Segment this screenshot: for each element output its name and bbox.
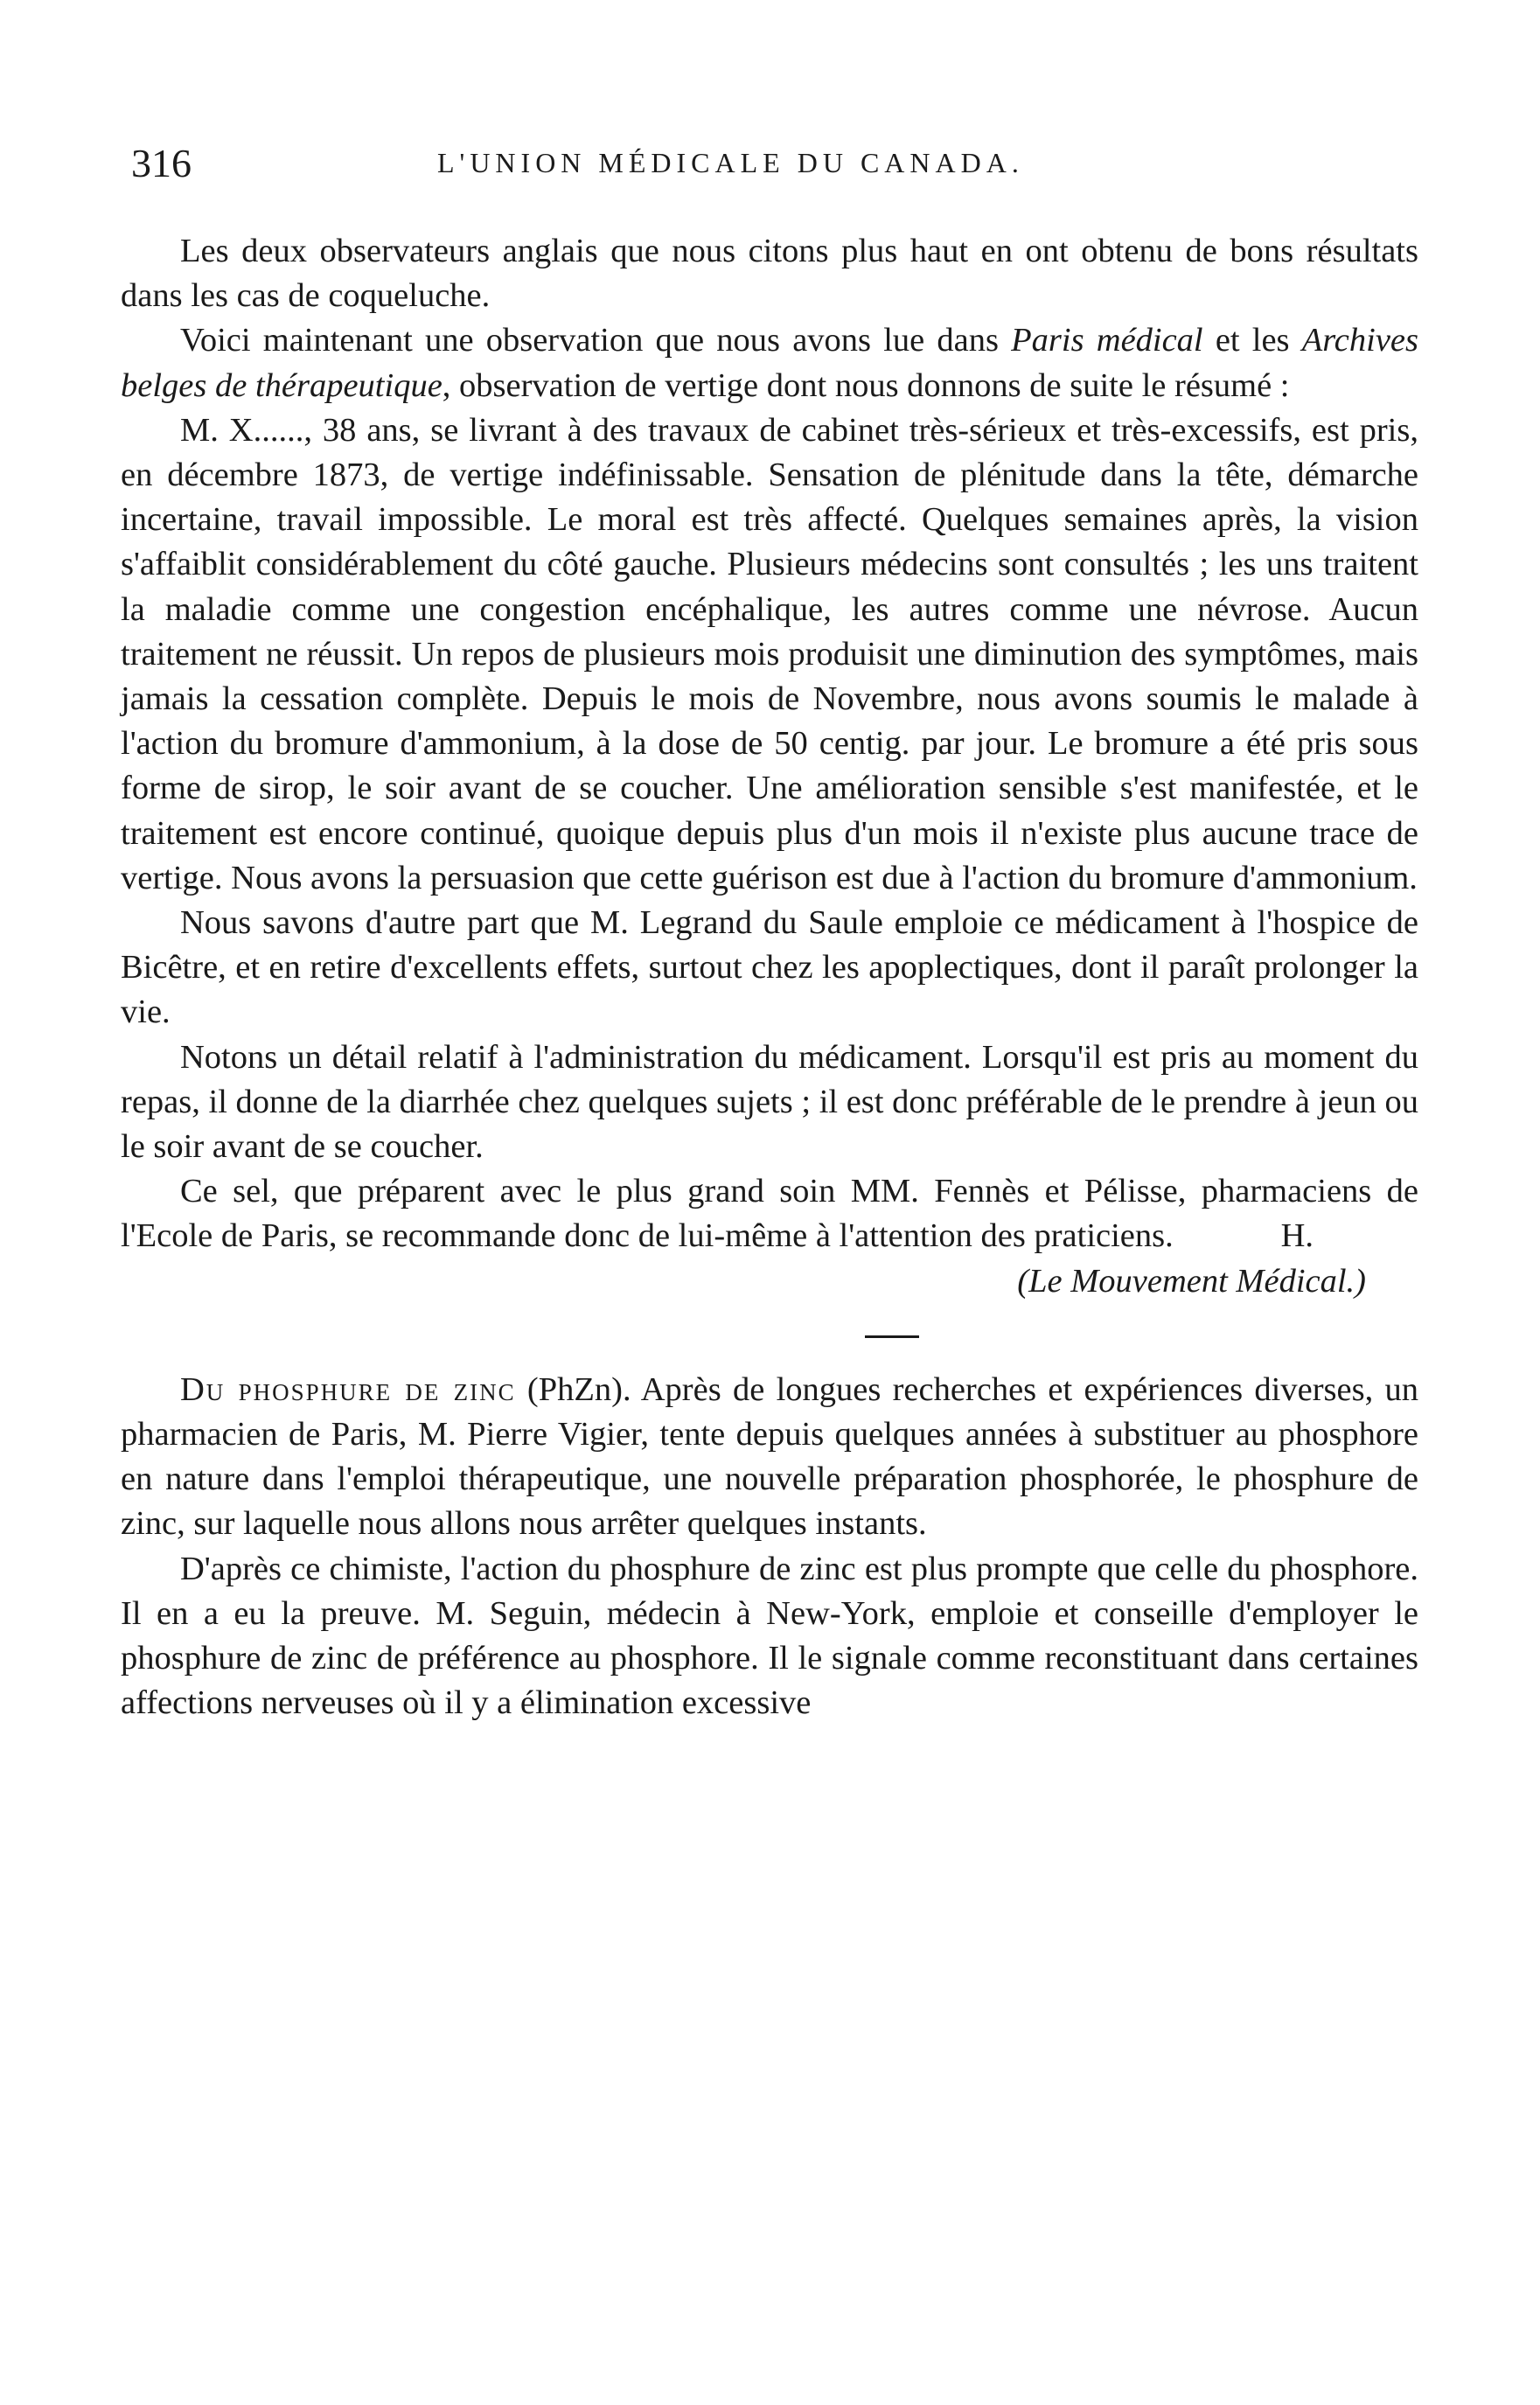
paragraph-legrand-du-saule: Nous savons d'autre part que M. Legrand du Saule emploie ce médicament à l'hospice de Bicêtre, et en retire d'excellents effets, surtout chez les apoplectiques, dont il paraît prolonger la vie. [121, 904, 1418, 1031]
paragraph-coqueluche: Les deux observateurs anglais que nous citons plus haut en ont obtenu de bons résultats dans les cas de coqueluche. [121, 233, 1418, 315]
intro-text-start: Voici maintenant une observation que nous avons lue dans [180, 322, 1012, 359]
paragraph-case-report: M. X......, 38 ans, se livrant à des travaux de cabinet très-sérieux et très-excessifs, est pris, en décembre 1873, de vertige indéfinissable. Sensation de plénitude dans la tête, démarche incertaine, travail impossible. Le moral est très affecté. Quelques semaines après, la vision s'affaiblit considérablement du côté gauche. Plusieurs médecins sont consultés ; les uns traitent la maladie comme une congestion encéphalique, les autres comme une névrose. Aucun traitement ne réussit. Un repos de plusieurs mois produisit une diminution des symptômes, mais jamais la cessation complète. Depuis le mois de Novembre, nous avons soumis le malade à l'action du bromure d'ammonium, à la dose de 50 centig. par jour. Le bromure a été pris sous forme de sirop, le soir avant de se coucher. Une amélioration sensible s'est manifestée, et le traitement est encore continué, quoique depuis plus d'un mois il n'existe plus aucune trace de vertige. Nous avons la persuasion que cette guérison est due à l'action du bromure d'ammonium. [121, 411, 1418, 896]
intro-text-middle: et les [1202, 322, 1302, 359]
preparation-text: Ce sel, que préparent avec le plus grand soin MM. Fennès et Pélisse, pharmaciens de l'Ecole de Paris, se recommande donc de lui-même à l'attention des praticiens. [121, 1173, 1418, 1255]
author-signature: H. [1280, 1217, 1314, 1255]
phosphure-text: Après de longues recherches et expériences diverses, un pharmacien de Paris, M. Pierre Vigier, tente depuis quelques années à substituer au phosphore en nature dans l'emploi thérapeutique, une nouvelle préparation phosphorée, le phosphure de zinc, sur laquelle nous allons nous arrêter quelques instants. [121, 1370, 1418, 1543]
chemical-formula: (PhZn). [515, 1370, 631, 1408]
paragraph-preparation [121, 1169, 1418, 1258]
page-number: 316 [131, 141, 192, 185]
body-text [121, 229, 1418, 1726]
journal-title: L'UNION MÉDICALE DU CANADA. [437, 147, 1024, 178]
journal-archives-belges: Archives belges de thérapeutique [121, 322, 1418, 404]
paragraph-administration: Notons un détail relatif à l'administration du médicament. Lorsqu'il est pris au moment du repas, il donne de la diarrhée chez quelques sujets ; il est donc préférable de le prendre à jeun ou le soir avant de se coucher. [121, 1038, 1418, 1166]
paragraph-seguin: D'après ce chimiste, l'action du phosphure de zinc est plus prompte que celle du phosphore. Il en a eu la preuve. M. Seguin, médecin à New-York, emploie et conseille d'employer le phosphure de zinc de préférence au phosphore. Il le signale comme reconstituant dans certaines affections nerveuses où il y a élimination excessive [121, 1550, 1418, 1722]
journal-paris-medical: Paris médical [1011, 322, 1203, 359]
paragraph-observation-intro [121, 318, 1418, 408]
section-divider [865, 1335, 919, 1338]
paragraph-phosphure-de-zinc [121, 1368, 1418, 1547]
running-head [122, 140, 1417, 192]
source-citation: (Le Mouvement Médical.) [1017, 1262, 1366, 1300]
section-heading: Du phosphure de zinc [180, 1370, 516, 1408]
intro-text-end: , observation de vertige dont nous donnons de suite le résumé : [442, 366, 1290, 404]
